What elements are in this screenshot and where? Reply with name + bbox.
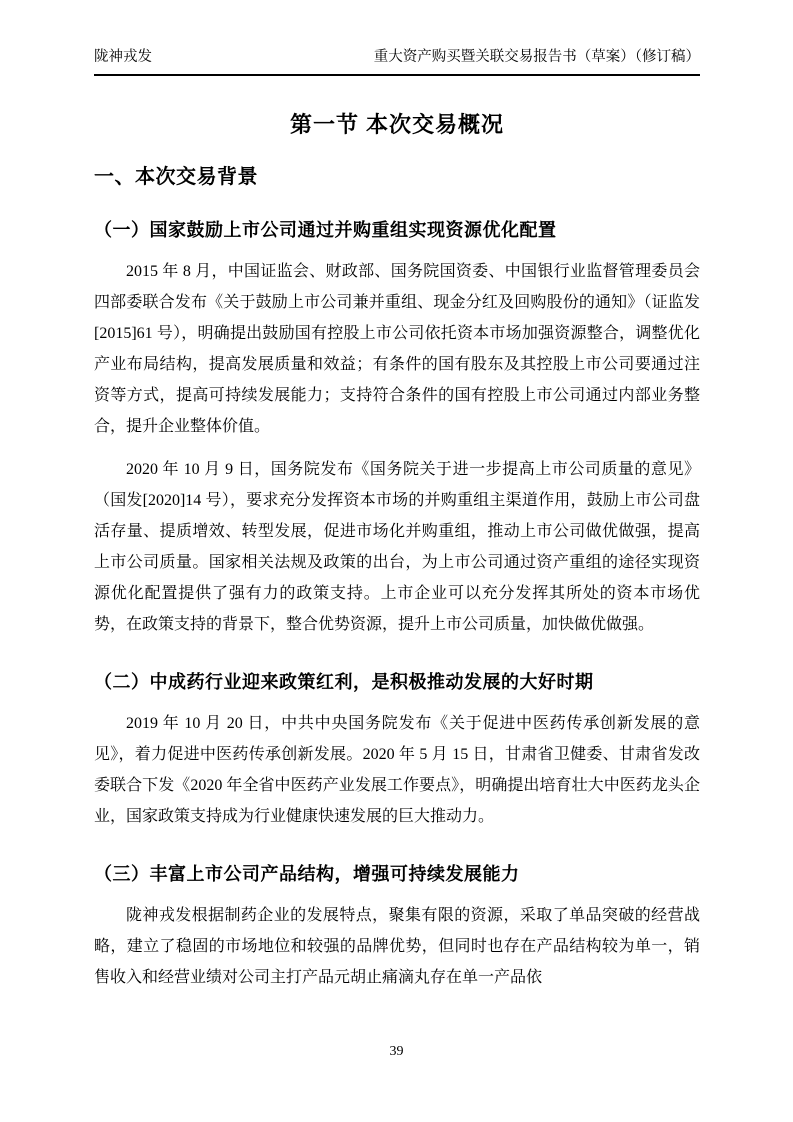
section-heading-background: 一、本次交易背景	[94, 166, 258, 188]
paragraph: 2015 年 8 月，中国证监会、财政部、国务院国资委、中国银行业监督管理委员会四部委联合发布《关于鼓励上市公司兼并重组、现金分红及回购股份的通知》（证监发[2015]61 号），明确提出鼓励国有控股上市公司依托资本市场加强资源整合，调整优化产业布局结构，提高发展质量和效益；有条件的国有股东及其控股上市公司要通过注资等方式，提高可持续发展能力；支持符合条件的国有控股上市公司通过内部业务整合，提升企业整体价值。	[94, 263, 700, 435]
page-header	[94, 48, 700, 76]
subsection-3-heading: （三）丰富上市公司产品结构，增强可持续发展能力	[94, 864, 520, 884]
page-number: 39	[389, 1044, 404, 1059]
subsection-1-heading: （一）国家鼓励上市公司通过并购重组实现资源优化配置	[94, 220, 557, 240]
chapter-title: 第一节 本次交易概况	[289, 112, 505, 137]
subsection-1	[94, 218, 700, 640]
paragraph: 陇神戎发根据制药企业的发展特点，聚集有限的资源，采取了单品突破的经营战略，建立了稳固的市场地位和较强的品牌优势，但同时也存在产品结构较为单一，销售收入和经营业绩对公司主打产品元胡止痛滴丸存在单一产品依	[94, 907, 700, 986]
subsection-2	[94, 670, 700, 832]
paragraph: 2020 年 10 月 9 日，国务院发布《国务院关于进一步提高上市公司质量的意见》（国发[2020]14 号），要求充分发挥资本市场的并购重组主渠道作用，鼓励上市公司盘活存量、提质增效、转型发展，促进市场化并购重组，推动上市公司做优做强，提高上市公司质量。国家相关法规及政策的出台，为上市公司通过资产重组的途径实现资源优化配置提供了强有力的政策支持。上市企业可以充分发挥其所处的资本市场优势，在政策支持的背景下，整合优势资源，提升上市公司质量，加快做优做强。	[94, 461, 700, 633]
header-report-title: 重大资产购买暨关联交易报告书（草案）（修订稿）	[373, 49, 700, 65]
subsection-3	[94, 862, 700, 993]
subsection-2-heading: （二）中成药行业迎来政策红利，是积极推动发展的大好时期	[94, 672, 594, 692]
paragraph: 2019 年 10 月 20 日，中共中央国务院发布《关于促进中医药传承创新发展的意见》，着力促进中医药传承创新发展。2020 年 5 月 15 日，甘肃省卫健委、甘肃省发改委联合下发《2020 年全省中医药产业发展工作要点》，明确提出培育壮大中医药龙头企业，国家政策支持成为行业健康快速发展的巨大推动力。	[94, 715, 700, 825]
page-footer	[0, 1044, 793, 1060]
header-company-name: 陇神戎发	[94, 49, 152, 65]
